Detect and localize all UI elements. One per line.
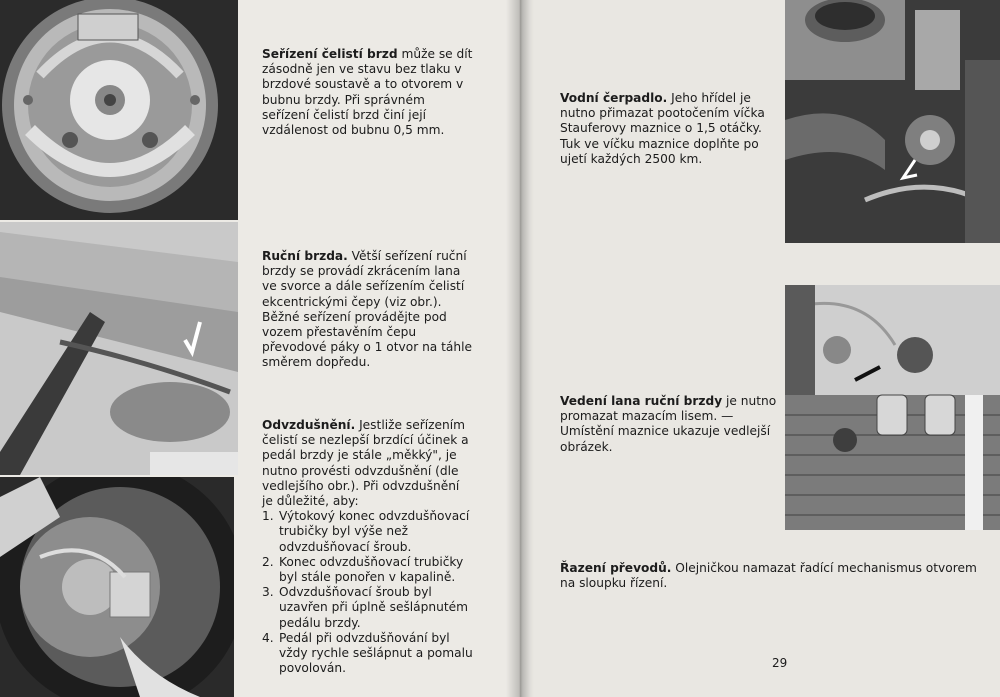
section-heading: Vodní čerpadlo. <box>560 91 668 105</box>
photo-water-pump <box>785 0 1000 243</box>
section-heading: Seřízení čelistí brzd <box>262 47 398 61</box>
section-handbrake <box>262 249 474 371</box>
section-body: Jestliže seřízením čelistí se nezlepší brzdící účinek a pedál brzdy je stále „měkký", je nutno provésti odvzdušnění (dle vedlejšího obr.). Při odvzdušnění je důležité, aby: <box>262 418 469 509</box>
section-heading: Odvzdušnění. <box>262 418 356 432</box>
list-item: 2. Konec odvzdušňovací trubičky byl stále ponořen v kapalině. <box>262 554 464 585</box>
section-heading: Ruční brzda. <box>262 249 348 263</box>
photo-handbrake-underside <box>0 222 238 475</box>
photo-pedals-cable <box>785 285 1000 530</box>
section-brake-shoe-adjustment <box>262 47 474 138</box>
section-handbrake-cable <box>560 394 780 455</box>
section-heading: Řazení převodů. <box>560 561 672 575</box>
section-body: může se dít zásodně jen ve stavu bez tlaku v brzdové soustavě a to otvorem v bubnu brzdy. Při správném seřízení čelistí brzd činí její vzdálenost od bubnu 0,5 mm. <box>262 47 473 138</box>
section-water-pump <box>560 91 780 167</box>
list-item: 4. Pedál při odvzdušňování byl vždy rychle sešlápnut a pomalu povolován. <box>262 630 473 676</box>
section-body: je nutno promazat mazacím lisem. — Umístění maznice ukazuje vedlejší obrázek. <box>560 394 777 454</box>
bleeding-steps-list <box>262 509 474 676</box>
section-heading: Vedení lana ruční brzdy <box>560 394 723 408</box>
right-page <box>520 0 1000 697</box>
gutter-shadow <box>506 0 534 697</box>
section-body: Jeho hřídel je nutno přimazat pootočením víčka Stauferovy maznice o 1,5 otáčky. Tuk ve víčku maznice doplňte po ujetí každých 2500 km. <box>560 91 765 166</box>
photo-brake-drum <box>0 0 238 220</box>
photo-brake-bleeding <box>0 477 234 697</box>
section-body: Větší seřízení ruční brzdy se provádí zkrácením lana ve svorce a dále seřízením čelistí ekcentrickými čepy (viz obr.). Běžné seřízení provádějte pod vozem přestavěním čepu převodové páky o 1 otvor na táhle směrem dopředu. <box>262 249 473 370</box>
section-body: Olejničkou namazat řadící mechanismus otvorem na sloupku řízení. <box>560 561 977 591</box>
list-item: 1. Výtokový konec odvzdušňovací trubičky byl výše než odvzdušňovací šroub. <box>262 509 470 554</box>
list-item: 3. Odvzdušňovací šroub byl uzavřen při úplně sešlápnutém pedálu brzdy. <box>262 585 468 630</box>
page-number: 29 <box>772 656 788 670</box>
section-gear-shift <box>560 561 980 591</box>
section-bleeding <box>262 418 474 676</box>
